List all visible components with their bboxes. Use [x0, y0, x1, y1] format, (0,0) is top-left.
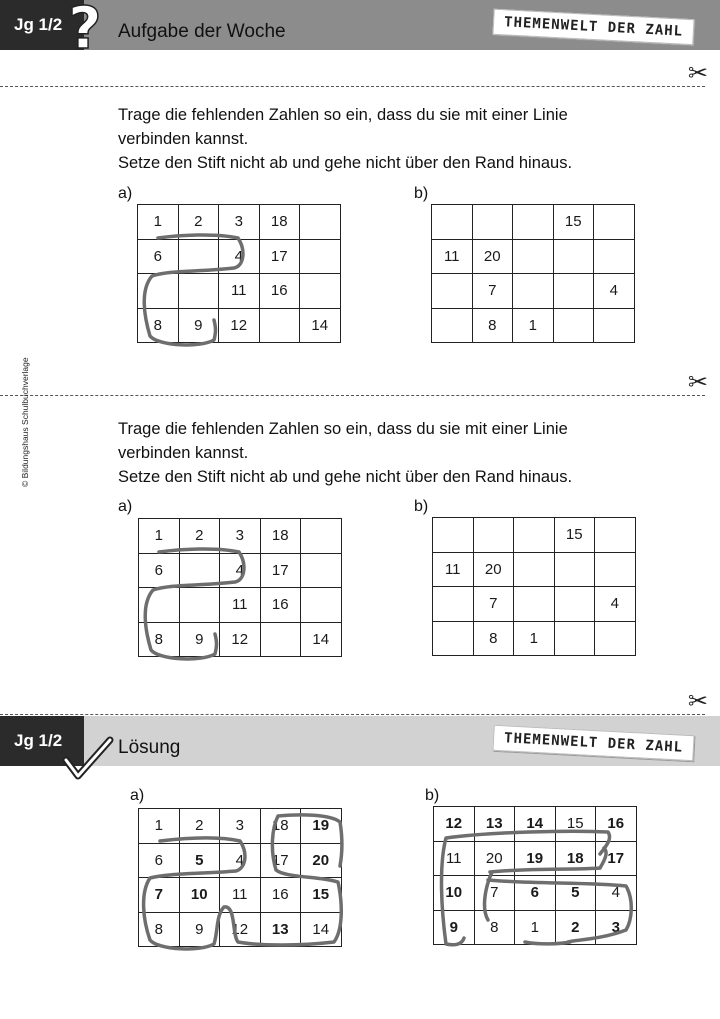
grid-cell[interactable]	[595, 621, 636, 656]
grid-cell: 6	[138, 239, 179, 274]
scissors-icon: ✂	[687, 688, 708, 715]
grid-cell[interactable]	[433, 518, 474, 553]
grid-cell[interactable]	[514, 518, 555, 553]
grid-cell[interactable]	[514, 552, 555, 587]
grid-row	[433, 552, 636, 587]
header-bar	[0, 0, 720, 62]
grid-cell: 19	[301, 809, 342, 844]
grid-cell: 15	[555, 807, 596, 842]
grid-cell[interactable]	[139, 588, 180, 623]
grid-row	[139, 553, 342, 588]
grid-cell: 14	[301, 912, 342, 947]
grid-cell: 7	[139, 878, 180, 913]
grid-cell: 7	[474, 876, 515, 911]
grid-row	[433, 621, 636, 656]
grid-cell[interactable]	[473, 518, 514, 553]
grid-cell: 19	[515, 841, 556, 876]
grid-cell: 15	[301, 878, 342, 913]
grid-row	[139, 809, 342, 844]
grid-row	[434, 910, 637, 945]
task-label-b: b)	[414, 498, 429, 515]
instruction-line: Trage die fehlenden Zahlen so ein, dass du sie mit einer Linie	[118, 420, 568, 438]
solution-title: Lösung	[118, 737, 181, 758]
grid-row	[139, 912, 342, 947]
grid-cell: 11	[220, 878, 261, 913]
cut-line	[0, 86, 705, 87]
grid-cell: 16	[260, 588, 301, 623]
instruction-line: Trage die fehlenden Zahlen so ein, dass du sie mit einer Linie	[118, 106, 568, 124]
cut-line	[0, 395, 705, 396]
grid-cell: 12	[219, 308, 260, 343]
grid-cell[interactable]	[179, 588, 220, 623]
grid-cell: 11	[219, 274, 260, 309]
grid-cell: 14	[515, 807, 556, 842]
grid-cell[interactable]	[138, 274, 179, 309]
task-label-a: a)	[118, 185, 133, 202]
grid-row	[139, 622, 342, 657]
checkmark-icon	[62, 736, 114, 782]
grid-cell: 17	[260, 843, 301, 878]
theme-badge: THEMENWELT DER ZAHL	[492, 9, 694, 45]
grid-row	[434, 876, 637, 911]
grid-cell: 4	[596, 876, 637, 911]
scissors-icon: ✂	[687, 369, 708, 396]
grid-cell: 7	[472, 274, 513, 309]
grid-cell: 4	[220, 843, 261, 878]
grid-cell[interactable]	[594, 239, 635, 274]
grid-cell: 3	[219, 205, 260, 240]
grid-cell[interactable]	[178, 274, 219, 309]
grid-cell: 10	[434, 876, 475, 911]
grid-cell: 8	[138, 308, 179, 343]
task-label-a: a)	[118, 498, 133, 515]
question-mark-icon: ?	[68, 0, 102, 62]
grid-cell[interactable]	[594, 205, 635, 240]
grid-cell: 1	[513, 308, 554, 343]
grid-cell: 2	[555, 910, 596, 945]
grid-cell: 20	[472, 239, 513, 274]
solution-header-bar	[0, 716, 720, 766]
grid-cell: 8	[474, 910, 515, 945]
grid-cell: 11	[434, 841, 475, 876]
grid-row	[139, 519, 342, 554]
grid-cell: 1	[515, 910, 556, 945]
grid-row	[139, 843, 342, 878]
grid-cell[interactable]	[554, 587, 595, 622]
grid-cell: 9	[178, 308, 219, 343]
grid-cell[interactable]	[301, 588, 342, 623]
instruction-line: Setze den Stift nicht ab und gehe nicht über den Rand hinaus.	[118, 154, 573, 172]
grid-cell: 6	[515, 876, 556, 911]
grade-badge: Jg 1/2	[0, 716, 84, 766]
grid-cell: 3	[220, 519, 261, 554]
copyright-notice: © Bildungshaus Schulbuchverlage	[20, 357, 30, 487]
grid-cell[interactable]	[259, 308, 300, 343]
grid-cell: 8	[473, 621, 514, 656]
grid-cell: 8	[472, 308, 513, 343]
solution-grid-a	[138, 808, 342, 947]
grid-cell: 7	[473, 587, 514, 622]
grid-cell: 16	[259, 274, 300, 309]
grid-row	[434, 841, 637, 876]
grid-cell[interactable]	[433, 587, 474, 622]
grid-cell: 16	[596, 807, 637, 842]
grid-cell[interactable]	[595, 552, 636, 587]
grade-badge: Jg 1/2	[0, 0, 84, 50]
cut-line	[0, 714, 705, 715]
grid-cell: 3	[220, 809, 261, 844]
grid-cell: 12	[220, 622, 261, 657]
grid-cell: 14	[300, 308, 341, 343]
grid-cell: 15	[554, 518, 595, 553]
instructions	[118, 417, 572, 489]
grid-cell: 14	[301, 622, 342, 657]
grid-cell: 17	[260, 553, 301, 588]
solution-label-a: a)	[130, 787, 145, 804]
grid-cell: 4	[594, 274, 635, 309]
grid-row	[432, 239, 635, 274]
grid-cell[interactable]	[595, 518, 636, 553]
grid-row	[432, 308, 635, 343]
grid-cell: 17	[596, 841, 637, 876]
grid-cell: 9	[434, 910, 475, 945]
instruction-line: Setze den Stift nicht ab und gehe nicht über den Rand hinaus.	[118, 468, 573, 486]
grid-cell: 2	[179, 809, 220, 844]
grid-row	[433, 587, 636, 622]
grid-cell[interactable]	[178, 239, 219, 274]
grid-cell: 18	[260, 519, 301, 554]
grid-row	[138, 308, 341, 343]
grid-cell: 20	[474, 841, 515, 876]
grid-cell: 20	[473, 552, 514, 587]
grid-row	[139, 588, 342, 623]
grid-row	[138, 205, 341, 240]
grid-cell[interactable]	[432, 205, 473, 240]
number-grid-a	[137, 204, 341, 343]
solution-label-b: b)	[425, 787, 440, 804]
grid-row	[138, 239, 341, 274]
number-grid-b	[431, 204, 635, 343]
grid-cell[interactable]	[432, 308, 473, 343]
grid-cell: 4	[219, 239, 260, 274]
solution-grid-b	[433, 806, 637, 945]
grid-cell: 8	[139, 912, 180, 947]
grid-row	[432, 274, 635, 309]
grid-cell: 6	[139, 553, 180, 588]
grid-cell: 8	[139, 622, 180, 657]
grid-cell: 12	[220, 912, 261, 947]
grid-cell: 4	[595, 587, 636, 622]
grid-cell[interactable]	[553, 308, 594, 343]
grid-cell[interactable]	[300, 239, 341, 274]
grid-cell: 2	[179, 519, 220, 554]
grid-cell: 5	[179, 843, 220, 878]
grid-cell[interactable]	[300, 205, 341, 240]
grid-cell[interactable]	[513, 274, 554, 309]
grid-cell: 9	[179, 912, 220, 947]
number-grid-a	[138, 518, 342, 657]
grid-cell: 10	[179, 878, 220, 913]
grid-cell: 18	[259, 205, 300, 240]
grid-cell: 12	[434, 807, 475, 842]
grid-cell[interactable]	[594, 308, 635, 343]
grid-cell[interactable]	[301, 553, 342, 588]
page-title: Aufgabe der Woche	[118, 21, 286, 42]
grid-cell[interactable]	[553, 239, 594, 274]
grid-cell: 3	[596, 910, 637, 945]
grid-cell: 11	[432, 239, 473, 274]
grid-cell: 1	[139, 519, 180, 554]
grid-cell[interactable]	[514, 587, 555, 622]
number-grid-b	[432, 517, 636, 656]
grid-cell[interactable]	[554, 552, 595, 587]
grid-cell: 16	[260, 878, 301, 913]
grid-cell[interactable]	[179, 553, 220, 588]
grid-cell: 18	[555, 841, 596, 876]
instruction-line: verbinden kannst.	[118, 130, 249, 148]
grid-cell: 2	[178, 205, 219, 240]
grid-cell: 5	[555, 876, 596, 911]
grid-cell[interactable]	[260, 622, 301, 657]
grid-cell[interactable]	[433, 621, 474, 656]
grid-cell: 1	[138, 205, 179, 240]
grid-cell: 11	[220, 588, 261, 623]
grid-cell[interactable]	[513, 205, 554, 240]
grid-cell: 4	[220, 553, 261, 588]
instructions	[118, 103, 572, 175]
scissors-icon: ✂	[687, 60, 708, 87]
task-label-b: b)	[414, 185, 429, 202]
grid-cell[interactable]	[472, 205, 513, 240]
theme-badge: THEMENWELT DER ZAHL	[492, 725, 694, 761]
grid-cell: 6	[139, 843, 180, 878]
grid-row	[138, 274, 341, 309]
grid-cell[interactable]	[553, 274, 594, 309]
instruction-line: verbinden kannst.	[118, 444, 249, 462]
grid-cell: 1	[139, 809, 180, 844]
grid-cell[interactable]	[513, 239, 554, 274]
grid-cell: 20	[301, 843, 342, 878]
grid-cell[interactable]	[432, 274, 473, 309]
grid-row	[432, 205, 635, 240]
grid-cell: 13	[474, 807, 515, 842]
grid-cell: 13	[260, 912, 301, 947]
grid-row	[139, 878, 342, 913]
grid-cell[interactable]	[300, 274, 341, 309]
grid-cell: 18	[260, 809, 301, 844]
grid-cell: 15	[553, 205, 594, 240]
grid-row	[433, 518, 636, 553]
grid-cell[interactable]	[301, 519, 342, 554]
grid-cell: 11	[433, 552, 474, 587]
grid-cell: 9	[179, 622, 220, 657]
grid-cell: 1	[514, 621, 555, 656]
grid-row	[434, 807, 637, 842]
grid-cell[interactable]	[554, 621, 595, 656]
grid-cell: 17	[259, 239, 300, 274]
